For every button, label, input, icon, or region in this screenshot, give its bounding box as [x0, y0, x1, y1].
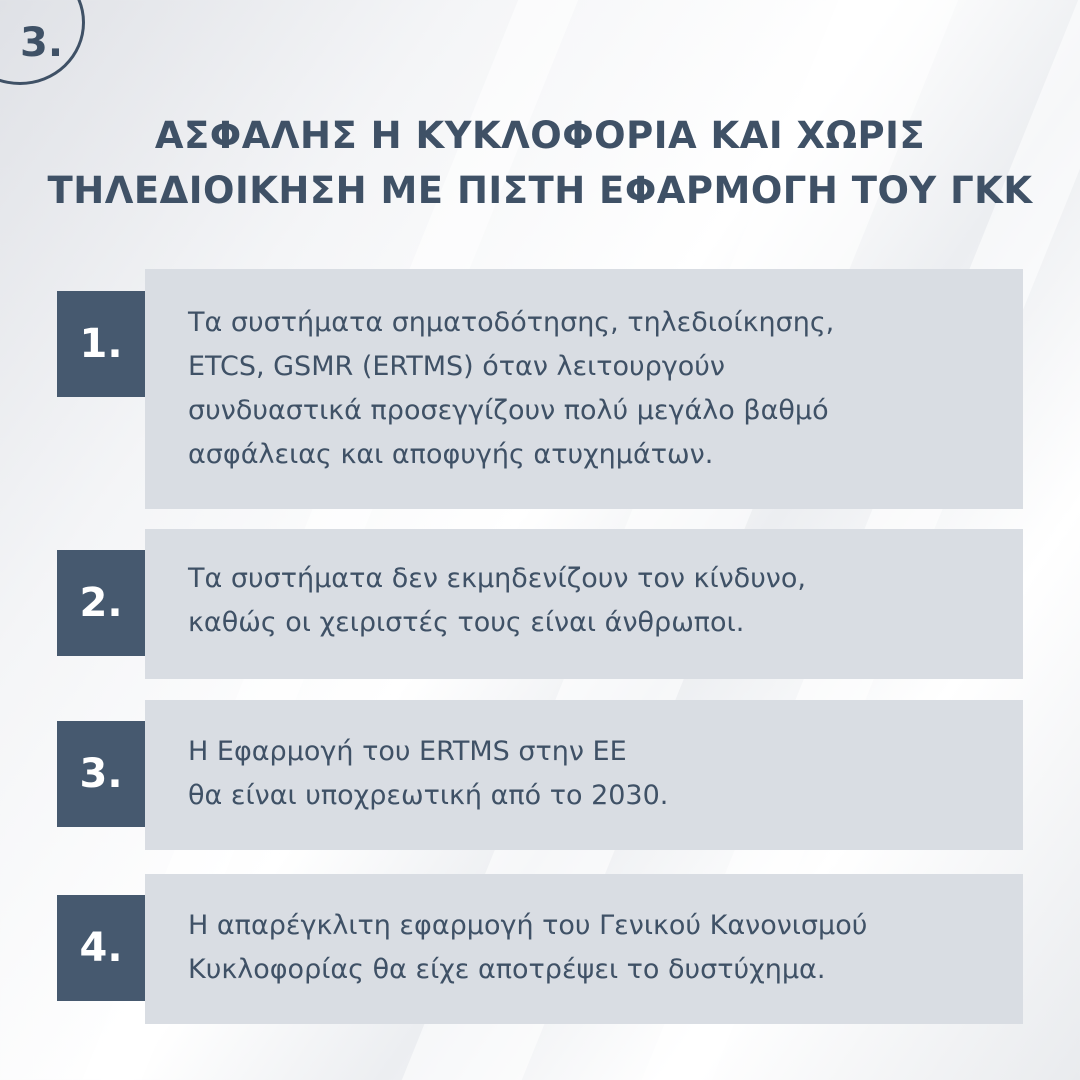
text-line: Η Εφαρμογή του ERTMS στην ΕΕ	[188, 736, 627, 767]
page-title	[0, 108, 1080, 218]
text-line: Η απαρέγκλιτη εφαρμογή του Γενικού Κανονισμού	[188, 910, 868, 941]
list-item-card	[145, 874, 1023, 1024]
text-line: ασφάλειας και αποφυγής ατυχημάτων.	[188, 439, 714, 470]
list-item-number: 4.	[57, 895, 145, 1001]
list-item-text	[188, 557, 806, 645]
list-item-number: 2.	[57, 550, 145, 656]
text-line: καθώς οι χειριστές τους είναι άνθρωποι.	[188, 607, 745, 638]
title-line: ΤΗΛΕΔΙΟΙΚΗΣΗ ΜΕ ΠΙΣΤΗ ΕΦΑΡΜΟΓΗ ΤΟΥ ΓΚΚ	[47, 169, 1033, 212]
text-line: ETCS, GSMR (ERTMS) όταν λειτουργούν	[188, 351, 725, 382]
list-item-number: 1.	[57, 291, 145, 397]
text-line: συνδυαστικά προσεγγίζουν πολύ μεγάλο βαθμό	[188, 395, 829, 426]
list-item-number: 3.	[57, 721, 145, 827]
text-line: θα είναι υποχρεωτική από το 2030.	[188, 780, 669, 811]
text-line: Τα συστήματα σηματοδότησης, τηλεδιοίκησης,	[188, 307, 835, 338]
text-line: Κυκλοφορίας θα είχε αποτρέψει το δυστύχημα.	[188, 954, 826, 985]
list-item-text	[188, 730, 668, 818]
list-item-text	[188, 904, 867, 992]
list-item-card	[145, 269, 1023, 509]
section-number: 3.	[20, 20, 64, 66]
title-line: ΑΣΦΑΛΗΣ Η ΚΥΚΛΟΦΟΡΙΑ ΚΑΙ ΧΩΡΙΣ	[154, 114, 926, 157]
list-item-text	[188, 301, 834, 477]
text-line: Τα συστήματα δεν εκμηδενίζουν τον κίνδυνο,	[188, 563, 806, 594]
list-item-card	[145, 700, 1023, 850]
list-item-card	[145, 529, 1023, 679]
